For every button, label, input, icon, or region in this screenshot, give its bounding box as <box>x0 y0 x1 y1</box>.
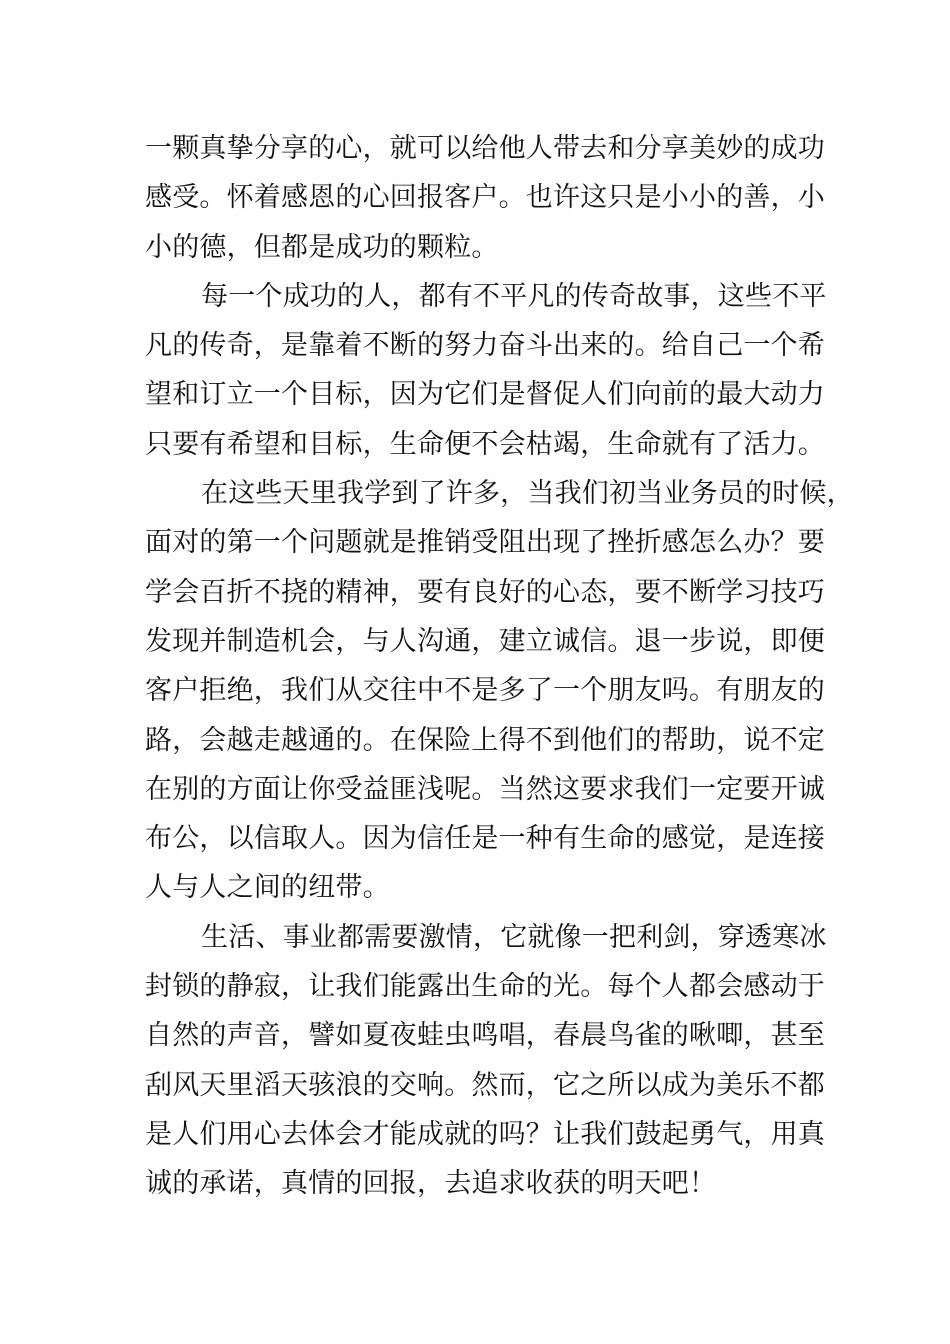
text-line: 发现并制造机会，与人沟通，建立诚信。退一步说，即便 <box>145 625 825 657</box>
text-line: 人与人之间的纽带。 <box>145 872 390 904</box>
paragraph-first-line: 生活、事业都需要激情，它就像一把利剑，穿透寒冰 <box>201 921 827 953</box>
text-line: 刮风天里滔天骇浪的交响。然而，它之所以成为美乐不都 <box>145 1069 825 1101</box>
text-line: 自然的声音，譬如夏夜蛙虫鸣唱，春晨鸟雀的啾唧，甚至 <box>145 1020 825 1052</box>
text-line: 一颗真挚分享的心，就可以给他人带去和分享美妙的成功 <box>145 133 825 164</box>
text-line: 感受。怀着感恩的心回报客户。也许这只是小小的善，小 <box>145 182 825 214</box>
text-line: 学会百折不挠的精神，要有良好的心态，要不断学习技巧 <box>145 576 825 608</box>
text-line: 凡的传奇，是靠着不断的努力奋斗出来的。给自己一个希 <box>145 330 825 362</box>
text-line: 小的德，但都是成功的颗粒。 <box>145 231 499 263</box>
text-line: 只要有希望和目标，生命便不会枯竭，生命就有了活力。 <box>145 428 825 460</box>
text-line: 望和订立一个目标，因为它们是督促人们向前的最大动力 <box>145 379 825 411</box>
text-line: 是人们用心去体会才能成就的吗？让我们鼓起勇气，用真 <box>145 1118 825 1150</box>
text-line: 布公，以信取人。因为信任是一种有生命的感觉，是连接 <box>145 823 825 855</box>
text-line: 路，会越走越通的。在保险上得不到他们的帮助，说不定 <box>145 724 825 756</box>
text-line: 客户拒绝，我们从交往中不是多了一个朋友吗。有朋友的 <box>145 675 825 707</box>
paragraph-first-line: 在这些天里我学到了许多，当我们初当业务员的时候， <box>201 478 854 510</box>
document-body <box>145 124 854 1209</box>
text-line: 封锁的静寂，让我们能露出生命的光。每个人都会感动于 <box>145 971 825 1003</box>
paragraph-first-line: 每一个成功的人，都有不平凡的传奇故事，这些不平 <box>201 280 827 312</box>
text-line: 诚的承诺，真情的回报，去追求收获的明天吧！ <box>145 1168 717 1200</box>
text-line: 在别的方面让你受益匪浅呢。当然这要求我们一定要开诚 <box>145 773 825 805</box>
text-line: 面对的第一个问题就是推销受阻出现了挫折感怎么办？要 <box>145 527 825 559</box>
